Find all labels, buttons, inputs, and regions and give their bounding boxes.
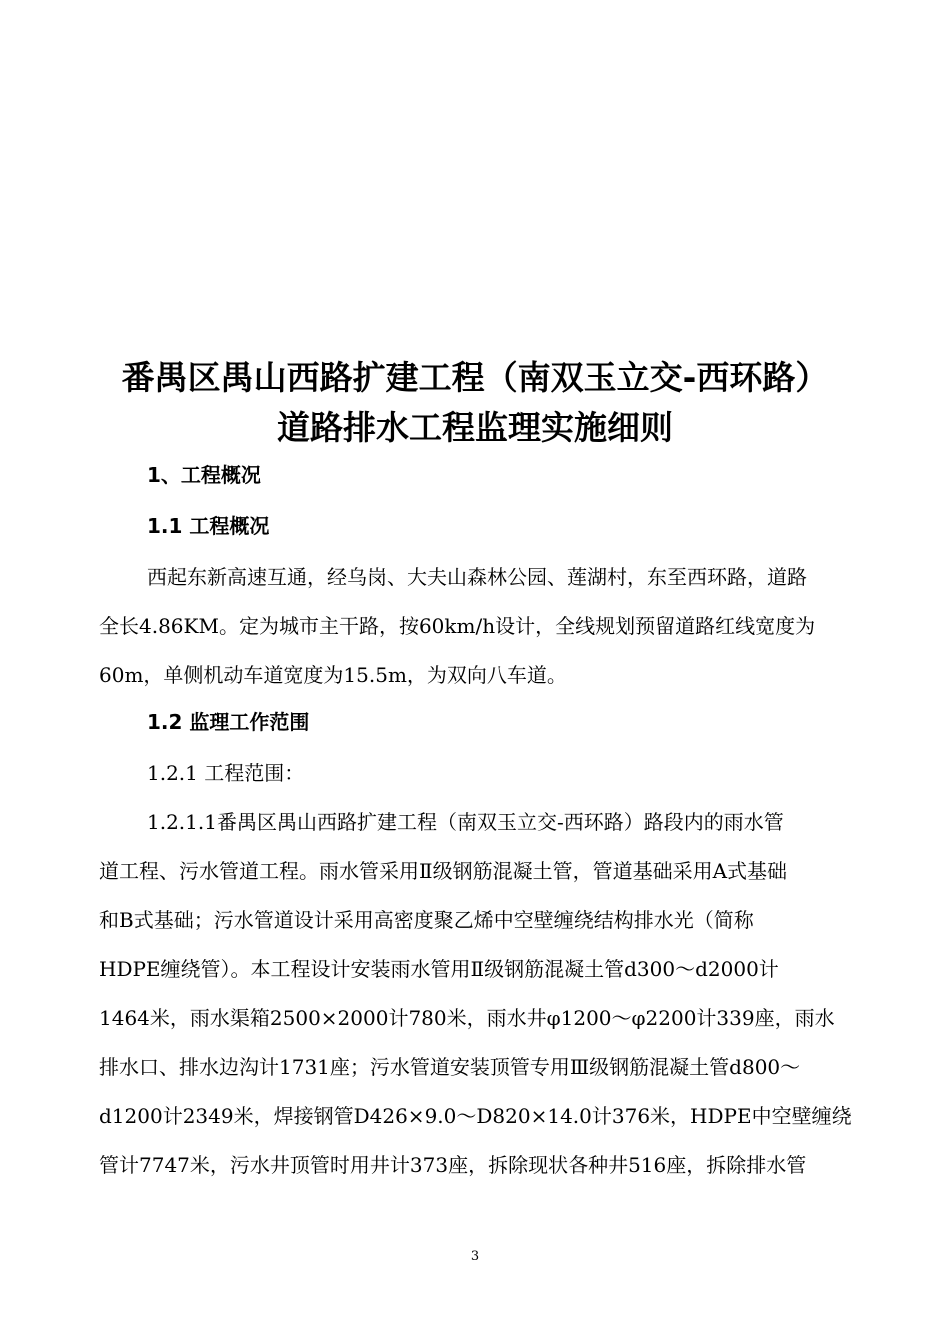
paragraph-line: 60m，单侧机动车道宽度为15.5m，为双向八车道。 — [99, 663, 567, 687]
paragraph-line: 道工程、污水管道工程。雨水管采用Ⅱ级钢筋混凝土管，管道基础采用A式基础 — [99, 859, 788, 883]
paragraph-line: 和B式基础；污水管道设计采用高密度聚乙烯中空壁缠绕结构排水光（简称 — [99, 908, 754, 932]
paragraph-line: 1464米，雨水渠箱2500×2000计780米，雨水井φ1200～φ2200计339座，雨水 — [99, 1006, 835, 1030]
paragraph-line: d1200计2349米，焊接钢管D426×9.0～D820×14.0计376米，HDPE中空壁缠绕 — [99, 1104, 852, 1128]
paragraph-line: 排水口、排水边沟计1731座；污水管道安装顶管专用Ⅲ级钢筋混凝土管d800～ — [99, 1055, 801, 1079]
section-1-2-1-label — [99, 749, 851, 798]
document-title-line-1: 番禺区禺山西路扩建工程（南双玉立交-西环路） — [121, 358, 829, 397]
section-1-2-heading: 1.2 监理工作范围 — [147, 710, 310, 734]
page-number: 3 — [470, 1249, 480, 1264]
section-1-1-heading: 1.1 工程概况 — [147, 514, 270, 538]
section-1-2-1-1-paragraph — [99, 798, 851, 1190]
paragraph-line: 1.2.1.1番禺区禺山西路扩建工程（南双玉立交-西环路）路段内的雨水管 — [147, 810, 784, 834]
section-1-heading: 1、工程概况 — [147, 463, 261, 487]
section-1-1-paragraph — [99, 553, 851, 700]
paragraph-line: 管计7747米，污水井顶管时用井计373座，拆除现状各种井516座，拆除排水管 — [99, 1153, 807, 1177]
paragraph-line: 西起东新高速互通，经乌岗、大夫山森林公园、莲湖村，东至西环路，道路 — [147, 565, 807, 589]
document-title-line-2: 道路排水工程监理实施细则 — [277, 408, 673, 447]
paragraph-line: 全长4.86KM。定为城市主干路，按60km/h设计，全线规划预留道路红线宽度为 — [99, 614, 816, 638]
paragraph-line: HDPE缠绕管）。本工程设计安装雨水管用Ⅱ级钢筋混凝土管d300～d2000计 — [99, 957, 779, 981]
subsection-label: 1.2.1 工程范围： — [147, 761, 305, 785]
